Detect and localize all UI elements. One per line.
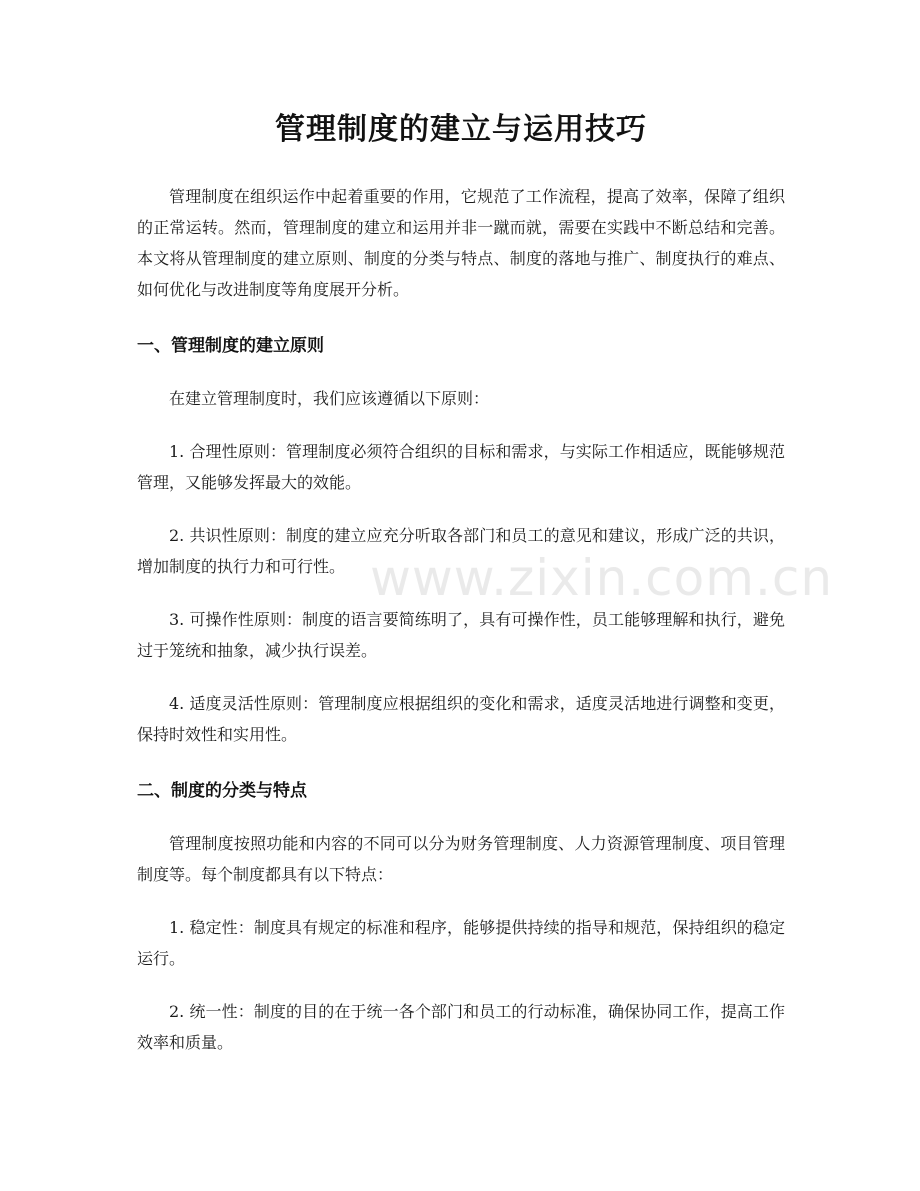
principle-operability-paragraph: 3. 可操作性原则：制度的语言要简练明了，具有可操作性，员工能够理解和执行，避免过于笼统和抽象，减少执行误差。 (137, 610, 785, 660)
document-content (137, 105, 785, 1058)
section-heading-principles: 一、管理制度的建立原则 (137, 336, 324, 356)
classification-lead-paragraph: 管理制度按照功能和内容的不同可以分为财务管理制度、人力资源管理制度、项目管理制度等。每个制度都具有以下特点： (137, 834, 785, 884)
principle-consensus-paragraph: 2. 共识性原则：制度的建立应充分听取各部门和员工的意见和建议，形成广泛的共识，增加制度的执行力和可行性。 (137, 526, 785, 576)
principles-lead-paragraph: 在建立管理制度时，我们应该遵循以下原则： (169, 389, 490, 408)
feature-uniformity-paragraph: 2. 统一性：制度的目的在于统一各个部门和员工的行动标准，确保协同工作，提高工作效率和质量。 (137, 1002, 785, 1052)
section-heading-classification: 二、制度的分类与特点 (137, 781, 307, 801)
principle-flexibility-paragraph: 4. 适度灵活性原则：管理制度应根据组织的变化和需求，适度灵活地进行调整和变更，保持时效性和实用性。 (137, 694, 785, 744)
principle-rationality-paragraph: 1. 合理性原则：管理制度必须符合组织的目标和需求，与实际工作相适应，既能够规范管理，又能够发挥最大的效能。 (137, 442, 785, 492)
watermark-text: www.zixin.com.cn (370, 549, 834, 607)
intro-paragraph: 管理制度在组织运作中起着重要的作用，它规范了工作流程，提高了效率，保障了组织的正常运转。然而，管理制度的建立和运用并非一蹴而就，需要在实践中不断总结和完善。本文将从管理制度的建立原则、制度的分类与特点、制度的落地与推广、制度执行的难点、如何优化与改进制度等角度展开分析。 (137, 187, 785, 299)
document-title: 管理制度的建立与运用技巧 (275, 112, 647, 147)
feature-stability-paragraph: 1. 稳定性：制度具有规定的标准和程序，能够提供持续的指导和规范，保持组织的稳定运行。 (137, 918, 785, 968)
